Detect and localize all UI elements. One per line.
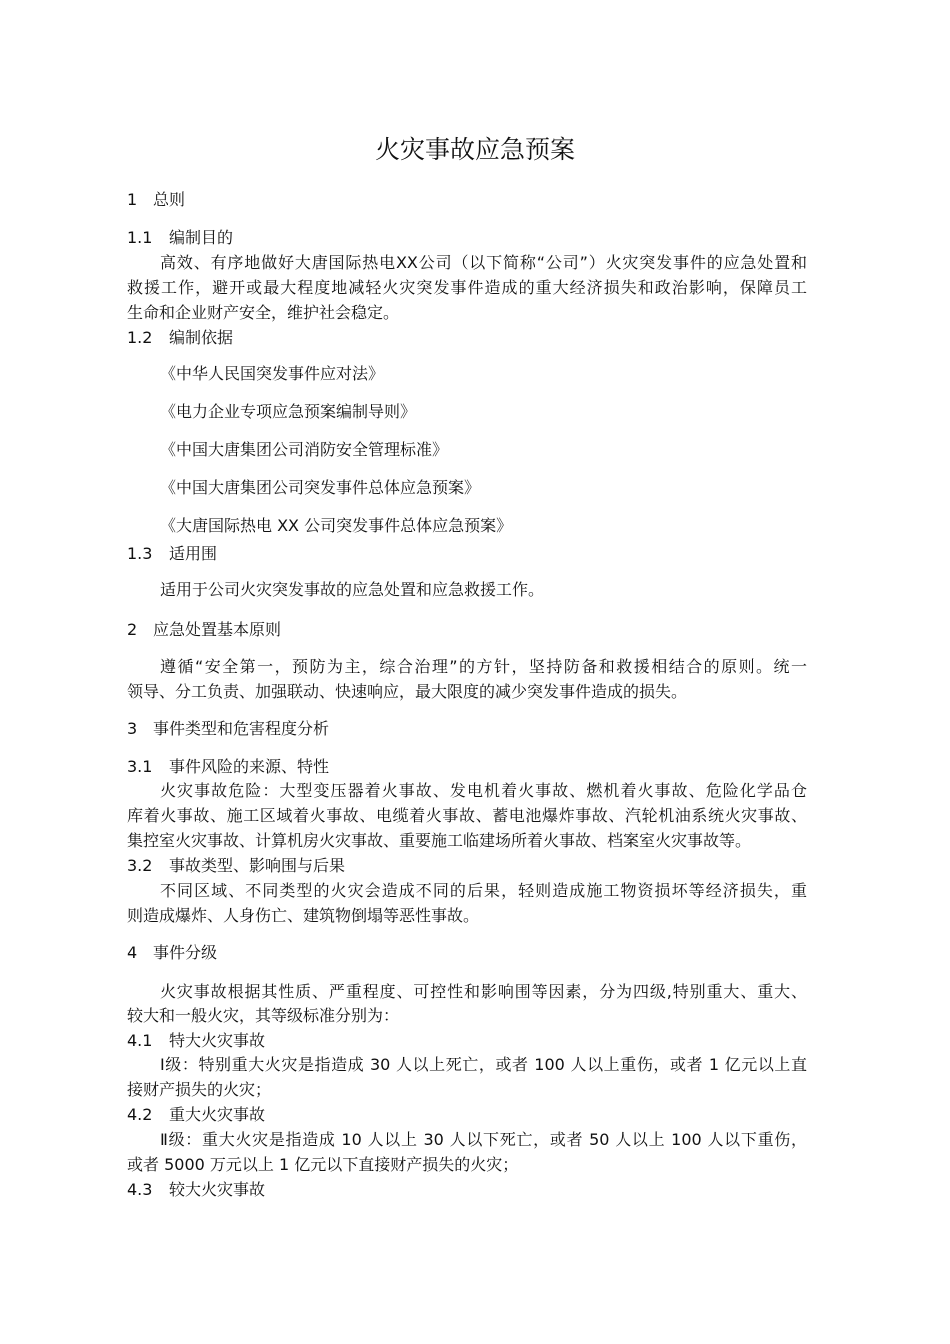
reference-item: 《中国大唐集团公司突发事件总体应急预案》 — [160, 478, 481, 497]
paragraph-line: 火灾事故危险：大型变压器着火事故、发电机着火事故、燃机着火事故、危险化学品仓 — [160, 781, 807, 800]
section-3-2-heading: 3.2 事故类型、影响围与后果 — [127, 856, 346, 875]
paragraph-line: 生命和企业财产安全，维护社会稳定。 — [127, 303, 400, 322]
section-1-3-heading: 1.3 适用围 — [127, 544, 218, 563]
paragraph-line: 不同区域、不同类型的火灾会造成不同的后果，轻则造成施工物资损坏等经济损失，重 — [160, 881, 807, 900]
section-4-heading: 4 事件分级 — [127, 943, 218, 962]
section-4-1-heading: 4.1 特大火灾事故 — [127, 1031, 266, 1050]
section-4-2-heading: 4.2 重大火灾事故 — [127, 1105, 266, 1124]
reference-item: 《中华人民国突发事件应对法》 — [160, 364, 385, 383]
paragraph-line: 则造成爆炸、人身伤亡、建筑物倒塌等恶性事故。 — [127, 906, 480, 925]
section-2-heading: 2 应急处置基本原则 — [127, 620, 282, 639]
section-1-heading: 1 总则 — [127, 190, 186, 209]
section-3-1-heading: 3.1 事件风险的来源、特性 — [127, 757, 330, 776]
paragraph-line: 库着火事故、施工区域着火事故、电缆着火事故、蓄电池爆炸事故、汽轮机油系统火灾事故、 — [127, 806, 807, 825]
paragraph-line: 遵循“安全第一，预防为主，综合治理”的方针，坚持防备和救援相结合的原则。统一 — [160, 657, 807, 676]
paragraph-line: 火灾事故根据其性质、严重程度、可控性和影响围等因素，分为四级,特别重大、重大、 — [160, 982, 807, 1001]
reference-item: 《大唐国际热电 XX 公司突发事件总体应急预案》 — [160, 516, 513, 535]
section-3-heading: 3 事件类型和危害程度分析 — [127, 719, 330, 738]
paragraph-line: 或者 5000 万元以上 1 亿元以下直接财产损失的火灾； — [127, 1155, 519, 1174]
document-title: 火灾事故应急预案 — [374, 135, 575, 164]
paragraph-line: 适用于公司火灾突发事故的应急处置和应急救援工作。 — [160, 580, 545, 599]
reference-item: 《中国大唐集团公司消防安全管理标准》 — [160, 440, 449, 459]
paragraph-line: 集控室火灾事故、计算机房火灾事故、重要施工临建场所着火事故、档案室火灾事故等。 — [127, 831, 752, 850]
paragraph-line: Ⅰ级：特别重大火灾是指造成 30 人以上死亡，或者 100 人以上重伤，或者 1 亿元以上直 — [160, 1055, 807, 1074]
section-1-1-heading: 1.1 编制目的 — [127, 228, 234, 247]
section-4-3-heading: 4.3 较大火灾事故 — [127, 1180, 266, 1199]
paragraph-line: 救援工作，避开或最大程度地减轻火灾突发事件造成的重大经济损失和政治影响，保障员工 — [127, 278, 807, 297]
paragraph-line: 较大和一般火灾，其等级标准分别为： — [127, 1006, 400, 1025]
paragraph-line: Ⅱ级：重大火灾是指造成 10 人以上 30 人以下死亡，或者 50 人以上 100 人以下重伤， — [160, 1130, 807, 1149]
paragraph-line: 高效、有序地做好大唐国际热电XX公司（以下简称“公司”）火灾突发事件的应急处置和 — [160, 253, 807, 272]
paragraph-line: 领导、分工负责、加强联动、快速响应，最大限度的减少突发事件造成的损失。 — [127, 682, 688, 701]
paragraph-line: 接财产损失的火灾； — [127, 1080, 272, 1099]
reference-item: 《电力企业专项应急预案编制导则》 — [160, 402, 417, 421]
section-1-2-heading: 1.2 编制依据 — [127, 328, 234, 347]
